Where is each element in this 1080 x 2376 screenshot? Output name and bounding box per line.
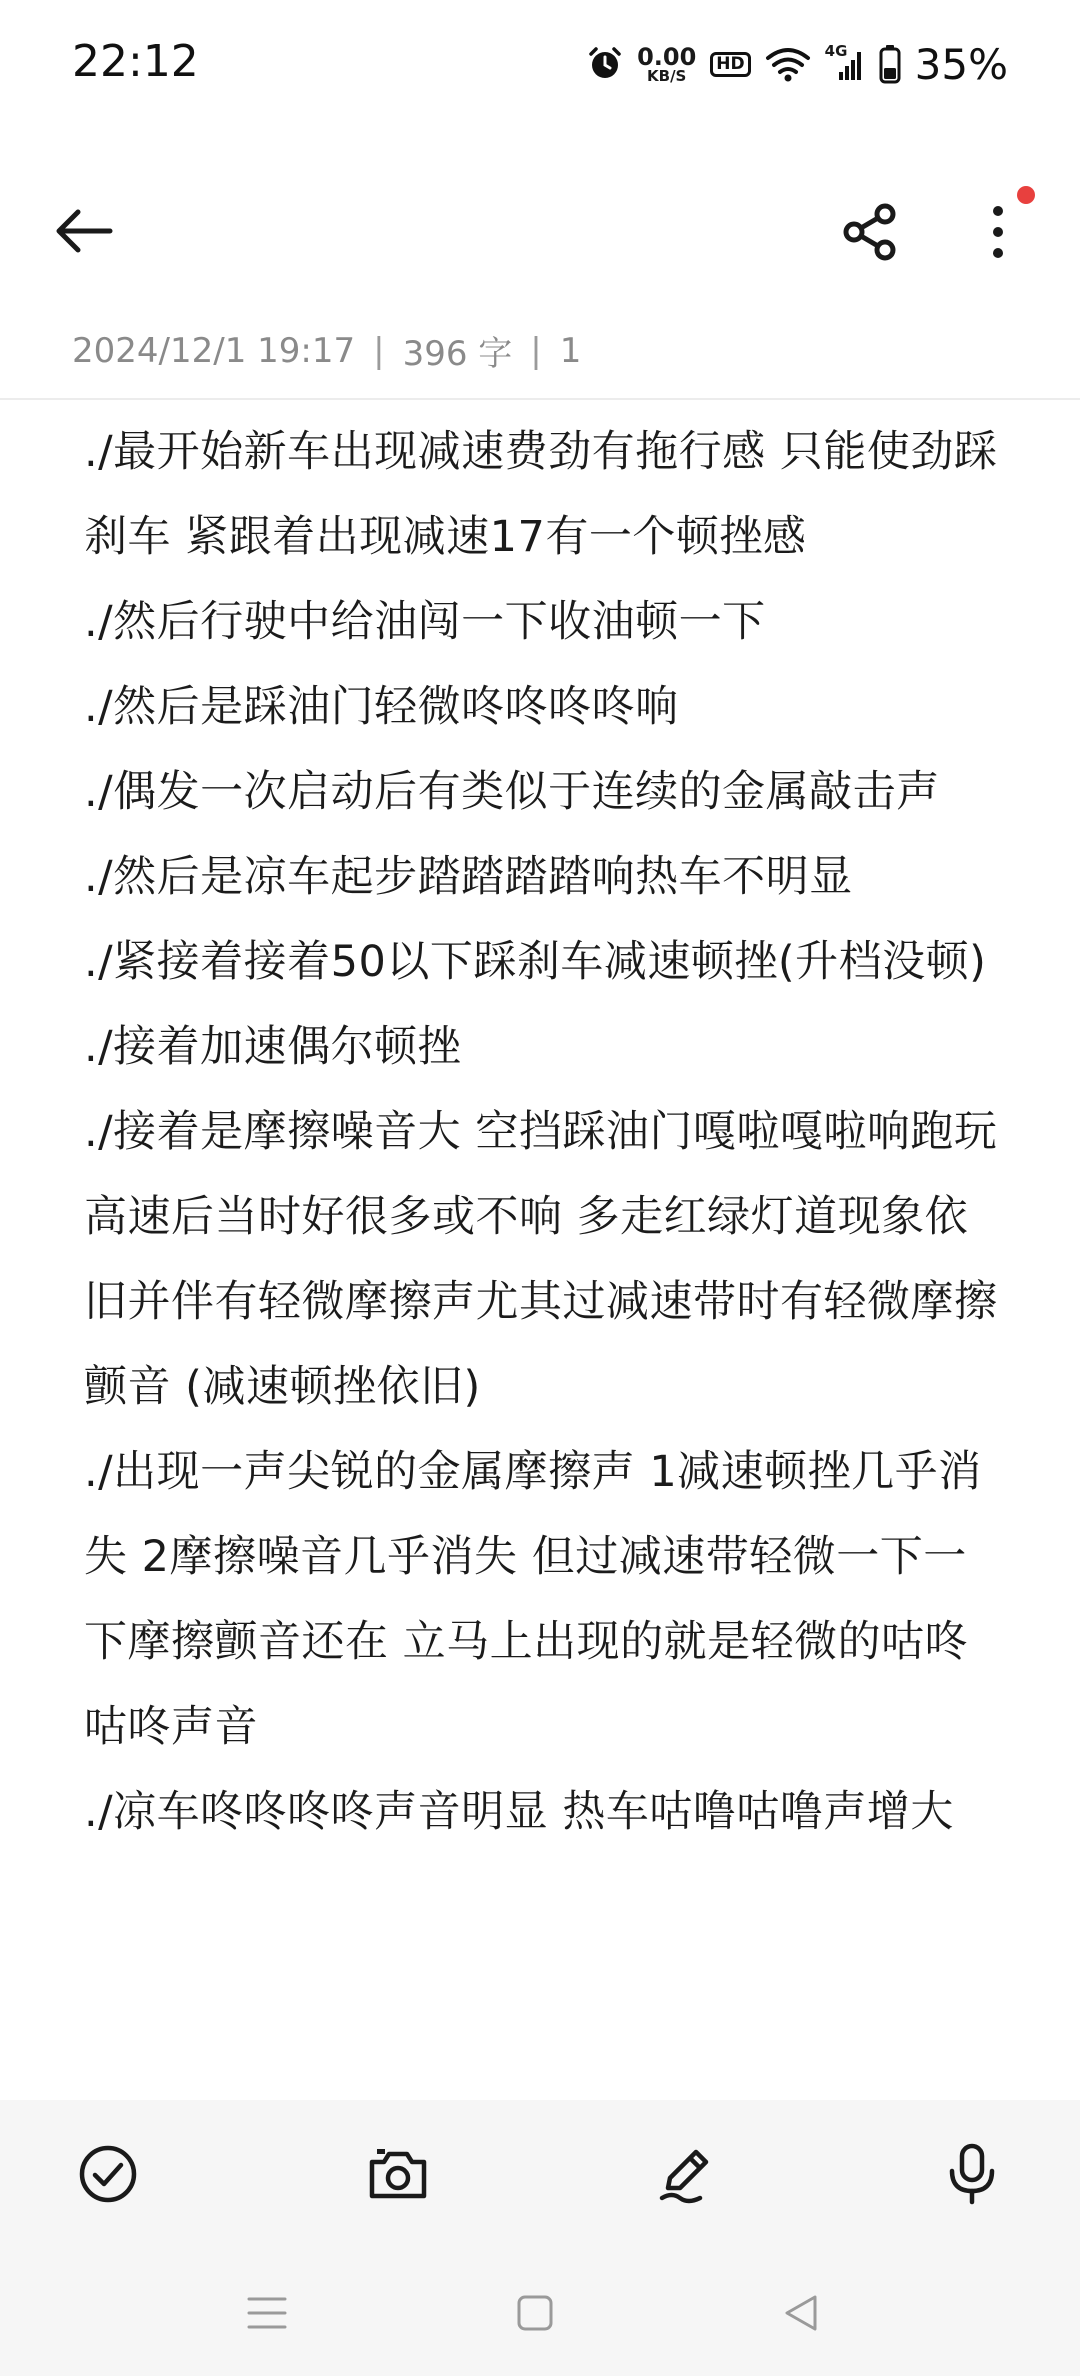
page-number: 1 [559, 330, 582, 371]
home-button[interactable] [500, 2278, 570, 2348]
notification-dot [1017, 186, 1035, 204]
share-icon [841, 203, 899, 261]
hd-icon: HD [710, 52, 750, 77]
note-line: ./接着是摩擦噪音大 空挡踩油门嘎啦嘎啦响跑玩高速后当时好很多或不响 多走红绿灯道现象依旧并伴有轻微摩擦声尤其过减速带时有轻微摩擦颤音 (减速顿挫依旧) [84, 1107, 998, 1412]
note-line: ./接着加速偶尔顿挫 [84, 1022, 462, 1072]
share-button[interactable] [830, 192, 910, 272]
microphone-icon [946, 2143, 998, 2205]
system-back-button[interactable] [766, 2278, 836, 2348]
recent-apps-button[interactable] [232, 2278, 302, 2348]
word-count: 396 字 [402, 334, 513, 374]
back-button[interactable] [48, 195, 120, 267]
meta-divider [0, 398, 1080, 400]
back-triangle-icon [781, 2293, 821, 2333]
wifi-icon [765, 46, 811, 82]
network-speed [637, 42, 697, 85]
alarm-icon [587, 46, 623, 82]
note-line: ./然后是凉车起步踏踏踏踏响热车不明显 [84, 852, 853, 902]
note-line: ./然后行驶中给油闯一下收油顿一下 [84, 597, 766, 647]
signal-icon [824, 42, 865, 82]
camera-button[interactable] [356, 2132, 440, 2216]
menu-lines-icon [247, 2295, 287, 2331]
more-options-button[interactable] [958, 192, 1038, 272]
status-bar [0, 0, 1080, 130]
note-line: ./出现一声尖锐的金属摩擦声 1减速顿挫几乎消失 2摩擦噪音几乎消失 但过减速带轻微一下一下摩擦颤音还在 立马上出现的就是轻微的咕咚咕咚声音 [84, 1447, 982, 1752]
voice-input-button[interactable] [930, 2132, 1014, 2216]
battery-percent: 35% [914, 39, 1008, 89]
system-nav-bar [0, 2250, 1080, 2376]
battery-icon [879, 44, 901, 84]
status-icons [587, 36, 1008, 92]
home-square-icon [515, 2293, 555, 2333]
back-arrow-icon [54, 208, 114, 254]
pen-icon [656, 2144, 716, 2204]
camera-icon [367, 2146, 429, 2202]
handwriting-button[interactable] [644, 2132, 728, 2216]
checklist-button[interactable] [66, 2132, 150, 2216]
app-bar [0, 180, 1080, 280]
editor-toolbar [0, 2100, 1080, 2250]
note-body[interactable] [84, 410, 1004, 2090]
note-line: ./偶发一次启动后有类似于连续的金属敲击声 [84, 767, 940, 817]
status-time: 22:12 [72, 36, 199, 87]
net-speed-value: 0.00 [637, 42, 697, 71]
checklist-icon [78, 2144, 138, 2204]
note-datetime: 2024/12/1 19:17 [72, 330, 356, 371]
meta-separator: | [530, 330, 542, 371]
net-speed-unit: KB/S [647, 66, 687, 85]
note-line: ./最开始新车出现减速费劲有拖行感 只能使劲踩刹车 紧跟着出现减速17有一个顿挫感 [84, 427, 998, 562]
note-line: ./然后是踩油门轻微咚咚咚咚响 [84, 682, 679, 732]
more-vertical-icon [988, 204, 1008, 260]
note-line: ./凉车咚咚咚咚声音明显 热车咕噜咕噜声增大 [84, 1787, 954, 1837]
meta-separator: | [373, 330, 385, 371]
note-meta [72, 326, 581, 375]
network-type-label: 4G [824, 42, 848, 60]
note-line: ./紧接着接着50以下踩刹车减速顿挫(升档没顿) [84, 937, 987, 987]
